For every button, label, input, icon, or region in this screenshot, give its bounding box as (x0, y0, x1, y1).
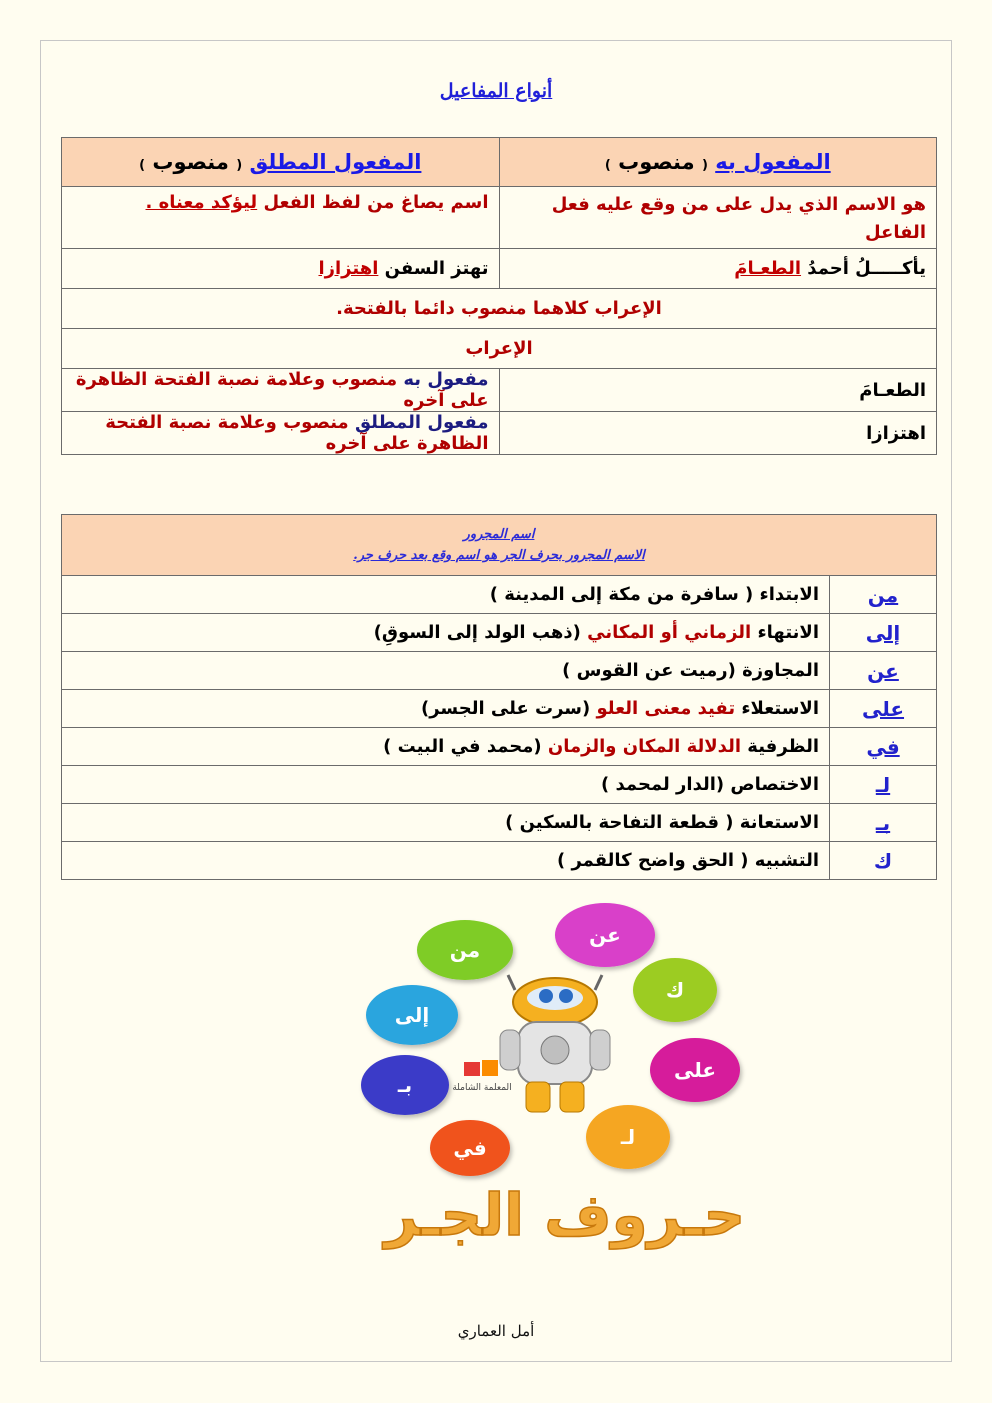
genitive-header: اسم المجرور الاسم المجرور بحرف الجر هو اسم وقع بعد حرف جر. (62, 515, 937, 576)
meaning: الاستعلاء تفيد معنى العلو (سرت على الجسر) (62, 690, 830, 728)
preposition: بـ (830, 804, 937, 842)
irab-text: مفعول به منصوب وعلامة نصبة الفتحة الظاهرة على آخره (62, 369, 500, 412)
meaning: الانتهاء الزماني أو المكاني (ذهب الولد إلى السوقِ) (62, 614, 830, 652)
objects-table (61, 137, 937, 455)
bubble-label: لـ (620, 1125, 636, 1149)
meaning: الاختصاص (الدار لمحمد ) (62, 766, 830, 804)
example-direct-object: يأكـــــلُ أحمدُ الطعـامَ (499, 249, 937, 289)
prepositions-table (61, 514, 937, 880)
preposition: إلى (830, 614, 937, 652)
preposition: لـ (830, 766, 937, 804)
big-title: حـروف الجـر (384, 1181, 746, 1249)
def-absolute-object: اسم يصاغ من لفظ الفعل ليؤكد معناه . (62, 187, 500, 249)
bubble-label: على (673, 1058, 717, 1082)
preposition: ك (830, 842, 937, 880)
meaning: الاستعانة ( قطعة التفاحة بالسكين ) (62, 804, 830, 842)
page-title: أنواع المفاعيل (439, 80, 553, 102)
header-direct-object: المفعول به ( منصوب ) (499, 138, 937, 187)
irab-word: الطعـامَ (499, 369, 937, 412)
meaning: الابتداء ( سافرة من مكة إلى المدينة ) (62, 576, 830, 614)
irab-text: مفعول المطلق منصوب وعلامة نصبة الفتحة الظاهرة على آخره (62, 412, 500, 455)
logo-text: المعلمة الشاملة (452, 1083, 512, 1093)
preposition: من (830, 576, 937, 614)
bubble-label: عن (589, 923, 621, 947)
footer-author: أمل العماري (457, 1322, 535, 1340)
preposition: عن (830, 652, 937, 690)
header-absolute-object: المفعول المطلق ( منصوب ) (62, 138, 500, 187)
example-absolute-object: تهتز السفن اهتزازا (62, 249, 500, 289)
bubble-label: إلى (394, 1003, 430, 1027)
prepositions-illustration (330, 890, 800, 1260)
bubble-label: بـ (397, 1073, 413, 1097)
bubble-label: ك (665, 978, 685, 1002)
meaning: المجاوزة (رميت عن القوس ) (62, 652, 830, 690)
note-row: الإعراب كلاهما منصوب دائما بالفتحة. (62, 289, 937, 329)
meaning: الظرفية الدلالة المكان والزمان (محمد في البيت ) (62, 728, 830, 766)
meaning: التشبيه ( الحق واضح كالقمر ) (62, 842, 830, 880)
preposition: على (830, 690, 937, 728)
preposition: في (830, 728, 937, 766)
bubble-label: في (453, 1136, 487, 1160)
irab-word: اهتزازا (499, 412, 937, 455)
irab-title: الإعراب (62, 329, 937, 369)
bubble-label: من (449, 938, 481, 962)
robot-icon (500, 975, 610, 1112)
def-direct-object: هو الاسم الذي يدل على من وقع عليه فعل الفاعل (499, 187, 937, 249)
